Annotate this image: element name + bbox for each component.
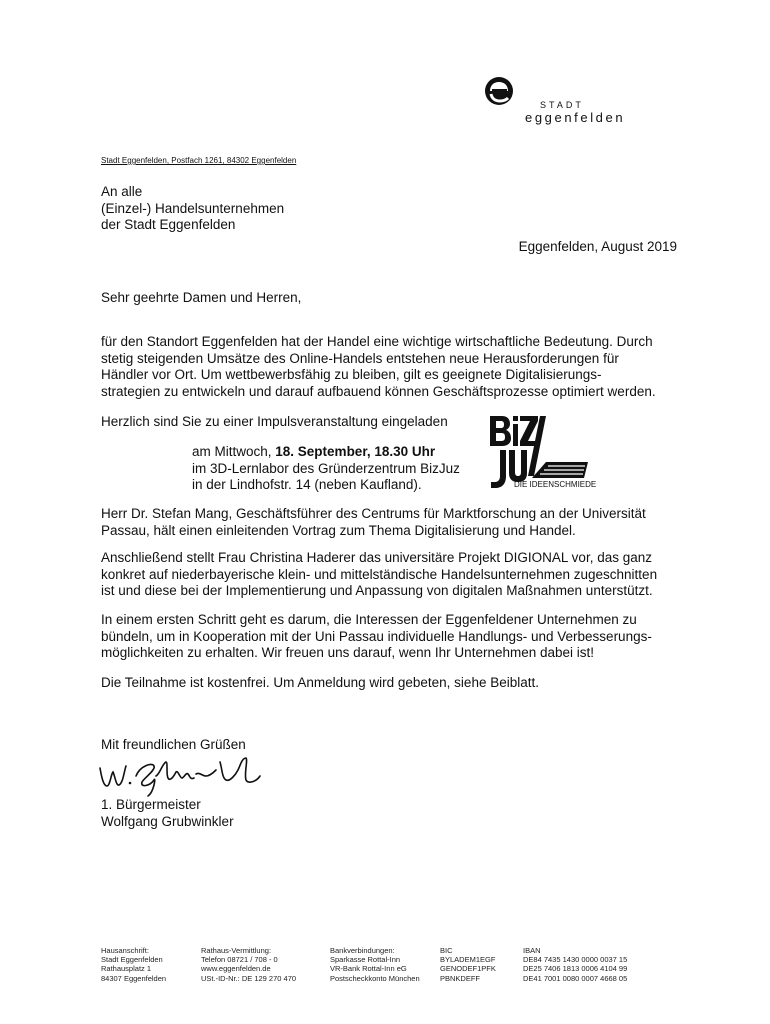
footer-line: Stadt Eggenfelden — [101, 955, 163, 965]
paragraph-line: Herr Dr. Stefan Mang, Geschäftsführer des Centrums für Marktforschung an der Universität — [101, 506, 646, 521]
bizjuz-logo — [488, 412, 597, 492]
salutation: Sehr geehrte Damen und Herren, — [101, 290, 302, 305]
recipient-line: (Einzel-) Handelsunternehmen — [101, 200, 285, 216]
event-details — [192, 444, 460, 494]
paragraph-speaker — [101, 506, 691, 539]
footer-line: DE25 7406 1813 0006 4104 99 — [523, 964, 628, 974]
event-date-prefix: am Mittwoch, — [192, 444, 276, 459]
footer-line: Hausanschrift: — [101, 946, 149, 955]
paragraph-project — [101, 550, 691, 600]
city-logo — [482, 74, 652, 130]
paragraph-line: möglichkeiten zu erhalten. Wir freuen uns darauf, wenn Ihr Unternehmen dabei ist! — [101, 645, 595, 660]
event-date: 18. September, 18.30 Uhr — [275, 444, 436, 459]
paragraph-line: ist und diese bei der Implementierung und Anpassung von digitalen Maßnahmen unterstützt. — [101, 583, 653, 598]
footer-line: Sparkasse Rottal-Inn — [330, 955, 401, 965]
paragraph-line: für den Standort Eggenfelden hat der Handel eine wichtige wirtschaftliche Bedeutung. Durch — [101, 334, 653, 349]
recipient-line: der Stadt Eggenfelden — [101, 217, 236, 232]
footer-line: PBNKDEFF — [440, 973, 481, 983]
paragraph-line: strategien zu entwickeln und darauf aufbauend können Geschäftsprozesse optimiert werden. — [101, 383, 656, 399]
closing: Mit freundlichen Grüßen — [101, 737, 246, 752]
city-emblem-icon — [482, 74, 522, 114]
footer-line: DE41 7001 0080 0007 4668 05 — [523, 973, 628, 983]
paragraph-line: bündeln, um in Kooperation mit der Uni Passau individuelle Handlungs- und Verbesserungs- — [101, 628, 652, 644]
event-address: in der Lindhofstr. 14 (neben Kaufland). — [192, 477, 422, 492]
footer-line: USt.-ID-Nr.: DE 129 270 470 — [201, 973, 297, 983]
recipient-line: An alle — [101, 184, 143, 199]
footer-line: Telefon 08721 / 708 - 0 — [201, 955, 278, 965]
footer-line: Bankverbindungen: — [330, 946, 395, 955]
paragraph-line: Passau, hält einen einleitenden Vortrag zum Thema Digitalisierung und Handel. — [101, 522, 576, 538]
sender-address-line: Stadt Eggenfelden, Postfach 1261, 84302 Eggenfelden — [101, 156, 297, 165]
signer-name: Wolfgang Grubwinkler — [101, 813, 234, 829]
footer-line: Rathausplatz 1 — [101, 964, 152, 974]
event-date-line — [192, 444, 460, 461]
footer-line: IBAN — [523, 946, 541, 955]
paragraph-line: konkret auf niederbayerische klein- und mittelständische Handelsunternehmen zugeschnitten — [101, 566, 658, 582]
footer-address — [101, 946, 166, 983]
footer-line: GENODEF1PFK — [440, 964, 496, 974]
event-location: im 3D-Lernlabor des Gründerzentrum BizJuz — [192, 460, 460, 476]
logo-stadt-text: STADT — [540, 100, 584, 110]
signature — [96, 752, 276, 803]
logo-city-name: eggenfelden — [525, 110, 626, 125]
footer-line: BIC — [440, 946, 453, 955]
paragraph-line: Händler vor Ort. Um wettbewerbsfähig zu bleiben, gilt es geeignete Digitalisierungs- — [101, 367, 602, 382]
date-line: Eggenfelden, August 2019 — [518, 239, 677, 254]
invitation-line: Herzlich sind Sie zu einer Impulsveranstaltung eingeladen — [101, 414, 448, 429]
footer-banks — [330, 946, 420, 983]
footer-line: Rathaus-Vermittlung: — [201, 946, 272, 955]
bizjuz-caption: DIE IDEENSCHMIEDE — [514, 480, 597, 489]
paragraph-registration: Die Teilnahme ist kostenfrei. Um Anmeldung wird gebeten, siehe Beiblatt. — [101, 675, 539, 690]
footer-line: VR-Bank Rottal-Inn eG — [330, 964, 407, 974]
recipient-block — [101, 184, 284, 234]
footer-line: 84307 Eggenfelden — [101, 973, 167, 983]
footer-line: DE84 7435 1430 0000 0037 15 — [523, 955, 628, 965]
paragraph-line: stetig steigenden Umsätze des Online-Handels entstehen neue Herausforderungen für — [101, 350, 619, 366]
footer-line: Postscheckkonto München — [330, 973, 420, 983]
paragraph-line: Anschließend stellt Frau Christina Haderer das universitäre Projekt DIGIONAL vor, das ganz — [101, 550, 652, 565]
paragraph-intro — [101, 334, 691, 400]
footer-line: www.eggenfelden.de — [201, 964, 271, 974]
signer-title: 1. Bürgermeister — [101, 797, 201, 812]
footer-bic — [440, 946, 496, 983]
signer-block — [101, 797, 234, 830]
footer-iban — [523, 946, 627, 983]
footer-contact — [201, 946, 296, 983]
signature-icon — [96, 752, 276, 798]
paragraph-goals — [101, 612, 691, 662]
footer-line: BYLADEM1EGF — [440, 955, 496, 965]
paragraph-line: In einem ersten Schritt geht es darum, die Interessen der Eggenfeldener Unternehmen zu — [101, 612, 637, 627]
